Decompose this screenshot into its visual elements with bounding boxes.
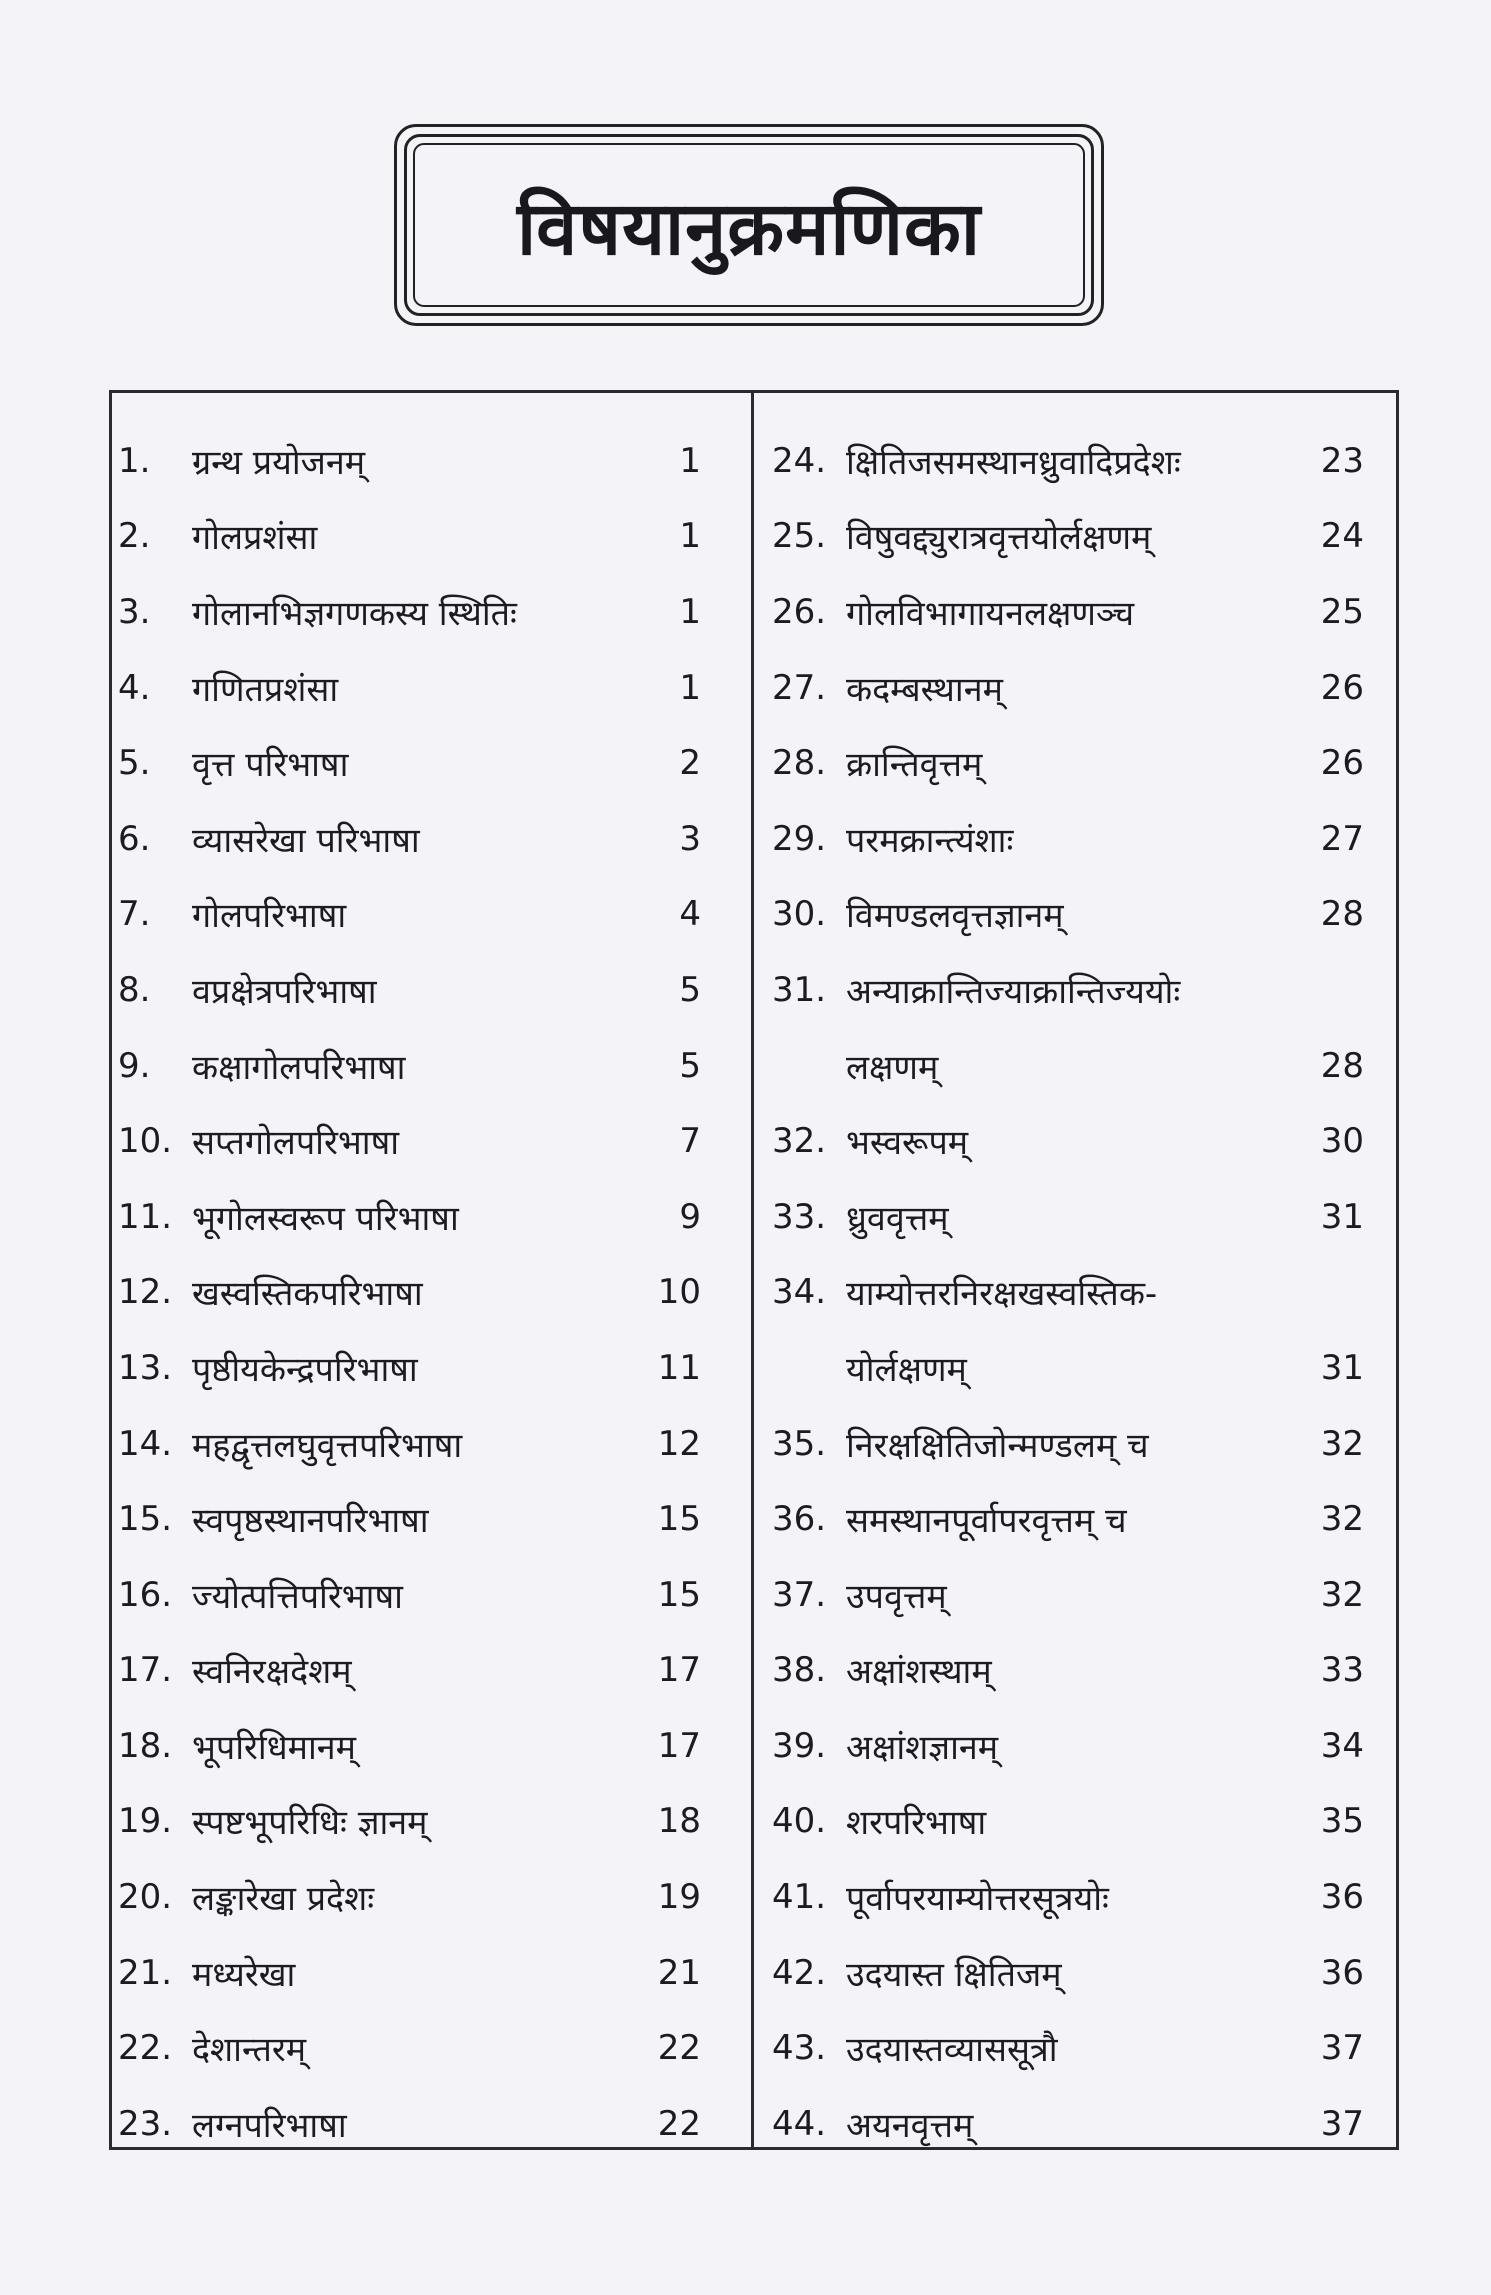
title-frame-inner-border (404, 134, 1094, 316)
entry-title: गोलप्रशंसा (192, 518, 318, 559)
entry-number: 27. (772, 667, 827, 708)
contents-entry (772, 499, 1364, 575)
contents-entry (772, 1179, 1364, 1255)
contents-entry (118, 574, 701, 650)
entry-title: याम्योत्तरनिरक्षखस्वस्तिक- (846, 1274, 1158, 1315)
entry-title: देशान्तरम् (192, 2030, 307, 2071)
entry-title: ज्योत्पत्तिपरिभाषा (192, 1576, 403, 1617)
entry-number: 36. (772, 1499, 827, 1540)
entry-title: स्वनिरक्षदेशम् (192, 1652, 352, 1693)
entry-page-number: 11 (657, 1347, 701, 1388)
contents-entry (118, 423, 701, 499)
entry-page-number: 1 (679, 591, 701, 632)
entry-title: सप्तगोलपरिभाषा (192, 1123, 400, 1164)
entry-number: 35. (772, 1423, 827, 1464)
entry-number: 44. (772, 2103, 827, 2144)
contents-entry (772, 1859, 1364, 1935)
entry-page-number: 15 (657, 1574, 701, 1615)
entry-page-number: 5 (679, 1045, 701, 1086)
entry-page-number: 3 (679, 818, 701, 859)
contents-entry (772, 650, 1364, 726)
entry-title: विमण्डलवृत्तज्ञानम् (846, 896, 1064, 937)
contents-entry (118, 1179, 701, 1255)
entry-title: गोलविभागायनलक्षणञ्च (846, 593, 1135, 634)
entry-number: 25. (772, 516, 827, 557)
entry-title: निरक्षक्षितिजोन्मण्डलम् च (846, 1425, 1149, 1466)
contents-entry (772, 1028, 1364, 1104)
entry-page-number: 37 (1320, 2028, 1364, 2069)
entry-title: अक्षांशस्थाम् (846, 1652, 992, 1693)
entry-number: 8. (118, 969, 151, 1010)
entry-title: क्षितिजसमस्थानध्रुवादिप्रदेशः (846, 442, 1181, 483)
entry-title: उदयास्तव्याससूत्रौ (846, 2030, 1058, 2071)
contents-entry (772, 1708, 1364, 1784)
entry-number: 4. (118, 667, 151, 708)
contents-entry (118, 1103, 701, 1179)
contents-entry (118, 1935, 701, 2011)
entry-page-number: 32 (1320, 1574, 1364, 1615)
entry-title: भस्वरूपम् (846, 1123, 969, 1164)
entry-page-number: 28 (1320, 1045, 1364, 1086)
entry-number: 5. (118, 743, 151, 784)
contents-entry (118, 1481, 701, 1557)
entry-title: गणितप्रशंसा (192, 669, 339, 710)
contents-entry (772, 1406, 1364, 1482)
entry-number: 6. (118, 818, 151, 859)
entry-number: 7. (118, 894, 151, 935)
contents-entry (118, 1406, 701, 1482)
entry-title: गोलानभिज्ञगणकस्य स्थितिः (192, 593, 517, 634)
entry-number: 13. (118, 1347, 173, 1388)
entry-page-number: 25 (1320, 591, 1364, 632)
entry-title: उदयास्त क्षितिजम् (846, 1954, 1062, 1995)
contents-entry (772, 423, 1364, 499)
contents-entry (772, 1481, 1364, 1557)
contents-entry (118, 1859, 701, 1935)
entry-page-number: 27 (1320, 818, 1364, 859)
entry-number: 30. (772, 894, 827, 935)
entry-page-number: 17 (657, 1725, 701, 1766)
entry-page-number: 22 (657, 2028, 701, 2069)
contents-entry (772, 725, 1364, 801)
entry-number: 12. (118, 1272, 173, 1313)
entry-title: लक्षणम् (846, 1047, 939, 1088)
entry-title: पृष्ठीयकेन्द्रपरिभाषा (192, 1349, 418, 1390)
entry-number: 33. (772, 1196, 827, 1237)
contents-entry (118, 1633, 701, 1709)
contents-entry (772, 1784, 1364, 1860)
entry-page-number: 1 (679, 516, 701, 557)
entry-title: भूगोलस्वरूप परिभाषा (192, 1198, 459, 1239)
entry-page-number: 4 (679, 894, 701, 935)
entry-number: 10. (118, 1121, 173, 1162)
entry-title: स्वपृष्ठस्थानपरिभाषा (192, 1501, 429, 1542)
contents-entry (118, 2010, 701, 2086)
entry-title: लङ्कारेखा प्रदेशः (192, 1879, 375, 1920)
entry-page-number: 19 (657, 1877, 701, 1918)
contents-entry (772, 1255, 1364, 1331)
entry-title: स्पष्टभूपरिधिः ज्ञानम् (192, 1803, 428, 1844)
contents-entry (772, 2010, 1364, 2086)
entry-number: 20. (118, 1877, 173, 1918)
entry-page-number: 35 (1320, 1801, 1364, 1842)
entry-number: 21. (118, 1952, 173, 1993)
entry-page-number: 37 (1320, 2103, 1364, 2144)
entry-page-number: 26 (1320, 667, 1364, 708)
entry-number: 16. (118, 1574, 173, 1615)
contents-entry (118, 1028, 701, 1104)
entry-title: वृत्त परिभाषा (192, 745, 349, 786)
entry-page-number: 34 (1320, 1725, 1364, 1766)
entry-number: 23. (118, 2103, 173, 2144)
entry-title: भूपरिधिमानम् (192, 1727, 356, 1768)
entry-title: उपवृत्तम् (846, 1576, 947, 1617)
entry-title: ध्रुववृत्तम् (846, 1198, 949, 1239)
entry-number: 29. (772, 818, 827, 859)
entry-title: महद्वृत्तलघुवृत्तपरिभाषा (192, 1425, 463, 1466)
entry-page-number: 31 (1320, 1196, 1364, 1237)
entry-title: अक्षांशज्ञानम् (846, 1727, 999, 1768)
entry-page-number: 10 (657, 1272, 701, 1313)
entry-title: समस्थानपूर्वापरवृत्तम् च (846, 1501, 1127, 1542)
contents-entry (772, 2086, 1364, 2162)
contents-entry (118, 725, 701, 801)
entry-page-number: 31 (1320, 1347, 1364, 1388)
entry-number: 38. (772, 1650, 827, 1691)
entry-title: पूर्वापरयाम्योत्तरसूत्रयोः (846, 1879, 1109, 1920)
entry-page-number: 5 (679, 969, 701, 1010)
contents-entry (118, 650, 701, 726)
entry-number: 24. (772, 440, 827, 481)
entry-page-number: 30 (1320, 1121, 1364, 1162)
entry-title: क्रान्तिवृत्तम् (846, 745, 983, 786)
entry-number: 19. (118, 1801, 173, 1842)
entry-page-number: 23 (1320, 440, 1364, 481)
entry-page-number: 33 (1320, 1650, 1364, 1691)
contents-entry (772, 1935, 1364, 2011)
entry-number: 32. (772, 1121, 827, 1162)
entry-page-number: 32 (1320, 1499, 1364, 1540)
contents-entry (772, 574, 1364, 650)
entry-number: 28. (772, 743, 827, 784)
contents-entry (118, 1557, 701, 1633)
entry-number: 37. (772, 1574, 827, 1615)
entry-number: 15. (118, 1499, 173, 1540)
entry-title: लग्नपरिभाषा (192, 2105, 347, 2146)
entry-number: 41. (772, 1877, 827, 1918)
contents-left-column (112, 393, 754, 2147)
contents-table (109, 390, 1399, 2150)
contents-entry (772, 1633, 1364, 1709)
entry-number: 26. (772, 591, 827, 632)
entry-page-number: 15 (657, 1499, 701, 1540)
contents-entry (118, 2086, 701, 2162)
entry-number: 22. (118, 2028, 173, 2069)
entry-number: 3. (118, 591, 151, 632)
entry-page-number: 17 (657, 1650, 701, 1691)
entry-number: 18. (118, 1725, 173, 1766)
entry-number: 2. (118, 516, 151, 557)
entry-title: विषुवद्द्युरात्रवृत्तयोर्लक्षणम् (846, 518, 1152, 559)
entry-page-number: 36 (1320, 1877, 1364, 1918)
entry-number: 17. (118, 1650, 173, 1691)
entry-title: खस्वस्तिकपरिभाषा (192, 1274, 423, 1315)
entry-number: 42. (772, 1952, 827, 1993)
entry-number: 43. (772, 2028, 827, 2069)
entry-title: वप्रक्षेत्रपरिभाषा (192, 971, 377, 1012)
entry-page-number: 1 (679, 440, 701, 481)
entry-number: 9. (118, 1045, 151, 1086)
entry-number: 14. (118, 1423, 173, 1464)
contents-entry (772, 1103, 1364, 1179)
entry-title: योर्लक्षणम् (846, 1349, 967, 1390)
entry-number: 39. (772, 1725, 827, 1766)
contents-entry (772, 801, 1364, 877)
contents-entry (772, 952, 1364, 1028)
entry-title: कदम्बस्थानम् (846, 669, 1003, 710)
entry-title: मध्यरेखा (192, 1954, 296, 1995)
contents-entry (118, 1708, 701, 1784)
page-title: विषयानुक्रमणिका (517, 185, 981, 272)
entry-page-number: 7 (679, 1121, 701, 1162)
contents-entry (772, 877, 1364, 953)
entry-page-number: 1 (679, 667, 701, 708)
entry-title: गोलपरिभाषा (192, 896, 347, 937)
entry-title: ग्रन्थ प्रयोजनम् (192, 442, 366, 483)
contents-entry (118, 801, 701, 877)
contents-entry (118, 1255, 701, 1331)
entry-page-number: 32 (1320, 1423, 1364, 1464)
title-frame-core (413, 143, 1085, 307)
contents-entry (118, 1784, 701, 1860)
contents-entry (772, 1557, 1364, 1633)
contents-entry (118, 499, 701, 575)
contents-entry (118, 1330, 701, 1406)
entry-page-number: 36 (1320, 1952, 1364, 1993)
entry-page-number: 28 (1320, 894, 1364, 935)
entry-title: परमक्रान्त्यंशाः (846, 820, 1014, 861)
contents-entry (772, 1330, 1364, 1406)
entry-title: कक्षागोलपरिभाषा (192, 1047, 406, 1088)
entry-page-number: 18 (657, 1801, 701, 1842)
entry-page-number: 9 (679, 1196, 701, 1237)
entry-page-number: 24 (1320, 516, 1364, 557)
entry-page-number: 26 (1320, 743, 1364, 784)
title-frame (394, 124, 1104, 326)
entry-title: अन्याक्रान्तिज्याक्रान्तिज्ययोः (846, 971, 1181, 1012)
entry-number: 34. (772, 1272, 827, 1313)
entry-page-number: 12 (657, 1423, 701, 1464)
contents-entry (118, 952, 701, 1028)
entry-page-number: 22 (657, 2103, 701, 2144)
entry-number: 11. (118, 1196, 173, 1237)
entry-number: 1. (118, 440, 151, 481)
entry-number: 40. (772, 1801, 827, 1842)
entry-title: अयनवृत्तम् (846, 2105, 974, 2146)
entry-page-number: 2 (679, 743, 701, 784)
contents-right-column (754, 393, 1396, 2147)
entry-page-number: 21 (657, 1952, 701, 1993)
contents-entry (118, 877, 701, 953)
entry-title: व्यासरेखा परिभाषा (192, 820, 420, 861)
entry-title: शरपरिभाषा (846, 1803, 987, 1844)
entry-number: 31. (772, 969, 827, 1010)
